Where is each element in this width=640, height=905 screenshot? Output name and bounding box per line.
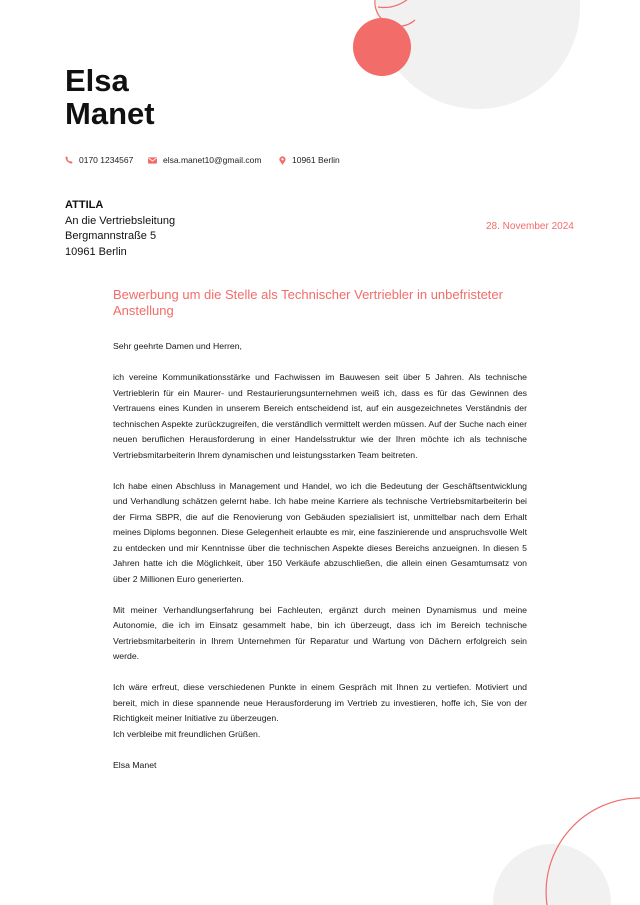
location-text: 10961 Berlin — [292, 155, 340, 165]
envelope-icon — [148, 157, 157, 164]
paragraph-1: ich vereine Kommunikationsstärke und Fachwissen im Bauwesen seit über 5 Jahren. Als technische Vertrieblerin für ein Maurer- und Restaurierungsunternehmen weiß ich, dass es für das Gewinnen des Vertrauens eines Kunden in unserem Bereich entscheidend ist, auf ein ausgezeichnetes Verständnis der technischen Aspekte zurückzugreifen, die verständlich vermittelt werden müssen. Auf der Suche nach einer neuen beruflichen Herausforderung in einer Handelsstruktur wie der Ihren möchte ich als technische Vertriebsmitarbeiterin Ihrem dynamischen und leistungsstarken Team beitreten. — [113, 372, 527, 460]
decoration-top-arc — [360, 0, 420, 30]
paragraph-2: Ich habe einen Abschluss in Management und Handel, wo ich die Bedeutung der Geschäftsentwicklung und Verhandlung schätzen gelernt habe. Ich habe meine Karriere als technische Vertriebsmitarbeiterin bei der Firma SBPR, die auf die Renovierung von Gebäuden spezialisiert ist, unmittelbar nach dem Erhalt meines Diploms begonnen. Diese Gelegenheit erlaubte es mir, eine faszinierende und anspruchsvolle Welt zu entdecken und mir Kenntnisse über die technischen Aspekte dieses Bereichs anzueignen. In diesen 5 Jahren hatte ich die Möglichkeit, über 150 Verkäufe abzuschließen, die allein einen Gesamtumsatz von über 2 Millionen Euro generierten. — [113, 480, 527, 584]
applicant-name — [65, 64, 155, 130]
signature: Elsa Manet — [113, 759, 157, 770]
phone-number: 0170 1234567 — [79, 155, 134, 165]
paragraph-4: Ich wäre erfreut, diese verschiedenen Punkte in einem Gespräch mit Ihnen zu vertiefen. Motiviert und bereit, mich in diese spannende neue Herausforderung im Vertrieb zu investieren, hoffe ich, Sie von der Richtigkeit meiner Initiative zu überzeugen. — [113, 682, 527, 723]
decoration-bottom-right — [440, 780, 640, 905]
recipient-address — [65, 198, 175, 260]
recipient-company: ATTILA — [65, 199, 104, 211]
letter-subject: Bewerbung um die Stelle als Technischer Vertriebler in unbefristeter Anstellung — [113, 287, 503, 318]
salutation: Sehr geehrte Damen und Herren, — [113, 341, 242, 351]
contact-location — [279, 155, 340, 165]
contact-phone[interactable] — [65, 155, 133, 165]
recipient-street: Bergmannstraße 5 — [65, 230, 157, 242]
email-address: elsa.manet10@gmail.com — [163, 155, 262, 165]
contact-email[interactable] — [148, 155, 261, 165]
phone-icon — [65, 156, 73, 164]
last-name: Manet — [65, 96, 155, 131]
recipient-department: An die Vertriebsleitung — [65, 214, 176, 227]
recipient-city: 10961 Berlin — [65, 245, 127, 258]
paragraph-3: Mit meiner Verhandlungserfahrung bei Fachleuten, ergänzt durch meinen Dynamismus und meine Autonomie, die ich im Einsatz gesammelt habe, bin ich überzeugt, dass ich im Bereich technische Vertriebsmitarbeiterin in Ihrem Unternehmen für Reparatur und Wartung von Dächern erfolgreich sein werde. — [113, 604, 527, 661]
closing: Ich verbleibe mit freundlichen Grüßen. — [113, 728, 261, 739]
letter-body — [113, 339, 527, 773]
first-name: Elsa — [65, 63, 129, 98]
letter-date: 28. November 2024 — [486, 221, 574, 232]
map-pin-icon — [279, 156, 286, 165]
